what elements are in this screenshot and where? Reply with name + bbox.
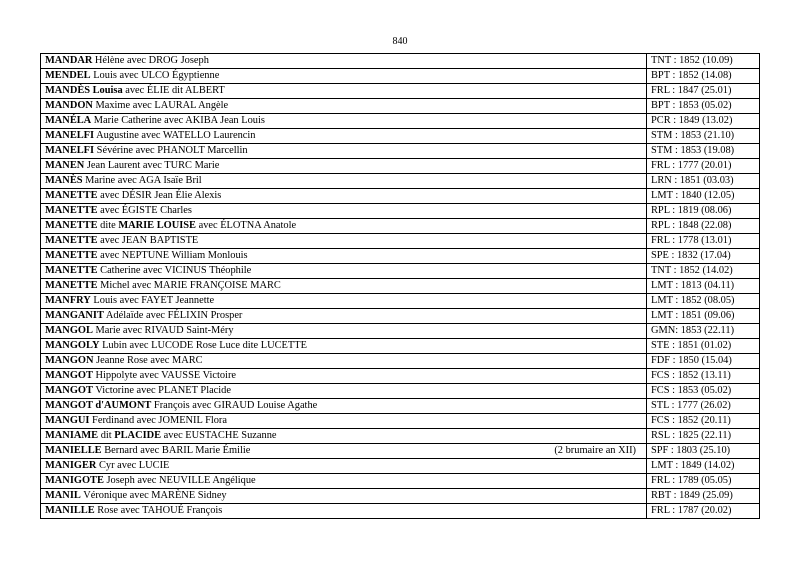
entry-text: Jean Laurent avec TURC Marie [84, 160, 220, 171]
surname: MANGON [45, 355, 94, 366]
entry-names [45, 265, 251, 276]
table-row [41, 204, 760, 219]
surname: MANDAR [45, 55, 93, 66]
entry-cell [41, 249, 647, 264]
surname: MANGUI [45, 415, 90, 426]
entry-text: dit [98, 430, 115, 441]
table-row [41, 129, 760, 144]
reference-cell: STM : 1853 (21.10) [647, 129, 760, 144]
reference-cell: TNT : 1852 (10.09) [647, 54, 760, 69]
table-row [41, 474, 760, 489]
entry-cell [41, 99, 647, 114]
entry-cell [41, 84, 647, 99]
reference-cell: FRL : 1777 (20.01) [647, 159, 760, 174]
reference-cell: BPT : 1852 (14.08) [647, 69, 760, 84]
entry-text: avec ÉLIE dit ALBERT [122, 85, 225, 96]
entry-names [45, 325, 234, 336]
table-row [41, 159, 760, 174]
surname: MANÈS [45, 175, 83, 186]
surname: MANETTE [45, 190, 98, 201]
entry-cell [41, 279, 647, 294]
entry-cell [41, 384, 647, 399]
reference-cell: RPL : 1848 (22.08) [647, 219, 760, 234]
entry-text: Catherine avec VICINUS Théophile [97, 265, 252, 276]
surname: MANGOT [45, 385, 93, 396]
reference-cell: SPE : 1832 (17.04) [647, 249, 760, 264]
table-row [41, 354, 760, 369]
table-row [41, 429, 760, 444]
table-row [41, 279, 760, 294]
entry-names [45, 430, 277, 441]
entry-names [45, 55, 209, 66]
surname: MANETTE [45, 235, 98, 246]
entry-cell [41, 114, 647, 129]
reference-cell: RBT : 1849 (25.09) [647, 489, 760, 504]
reference-cell: FDF : 1850 (15.04) [647, 354, 760, 369]
surname: MARIE LOUISE [118, 220, 196, 231]
table-row [41, 399, 760, 414]
entry-cell [41, 414, 647, 429]
entry-text: Sévérine avec PHANOLT Marcellin [94, 145, 248, 156]
entry-text: Lubin avec LUCODE Rose Luce dite LUCETTE [99, 340, 307, 351]
entry-text: Louis avec FAYET Jeannette [90, 295, 215, 306]
table-row [41, 294, 760, 309]
page-number: 840 [392, 36, 408, 47]
reference-cell: FRL : 1787 (20.02) [647, 504, 760, 519]
table-row [41, 174, 760, 189]
entry-cell [41, 309, 647, 324]
reference-cell: FRL : 1847 (25.01) [647, 84, 760, 99]
entry-cell [41, 399, 647, 414]
surname: MANIL [45, 490, 81, 501]
surname: PLACIDE [114, 430, 162, 441]
surname: MANIGOTE [45, 475, 104, 486]
marriage-register-table [40, 53, 760, 519]
entry-cell [41, 369, 647, 384]
entry-names [45, 475, 256, 486]
entry-text: avec JEAN BAPTISTE [97, 235, 199, 246]
table-row [41, 414, 760, 429]
entry-cell [41, 159, 647, 174]
entry-names [45, 280, 281, 291]
table-row [41, 504, 760, 519]
reference-cell: LMT : 1840 (12.05) [647, 189, 760, 204]
entry-names [45, 340, 307, 351]
entry-cell [41, 129, 647, 144]
table-row [41, 84, 760, 99]
reference-cell: GMN: 1853 (22.11) [647, 324, 760, 339]
reference-cell: STL : 1777 (26.02) [647, 399, 760, 414]
table-row [41, 189, 760, 204]
entry-cell [41, 204, 647, 219]
reference-cell: SPF : 1803 (25.10) [647, 444, 760, 459]
entry-text: dite [97, 220, 119, 231]
surname: MANIGER [45, 460, 97, 471]
entry-text: Marine avec AGA Isaïe Bril [82, 175, 202, 186]
surname: MANDON [45, 100, 93, 111]
reference-cell: FCS : 1852 (13.11) [647, 369, 760, 384]
entry-note: (2 brumaire an XII) [554, 445, 636, 456]
reference-cell: LMT : 1813 (04.11) [647, 279, 760, 294]
entry-names [45, 445, 250, 456]
entry-names [45, 295, 214, 306]
reference-cell: FCS : 1853 (05.02) [647, 384, 760, 399]
surname: MANETTE [45, 220, 98, 231]
entry-text: avec DÉSIR Jean Élie Alexis [97, 190, 222, 201]
table-row [41, 144, 760, 159]
table-row [41, 459, 760, 474]
table-row [41, 114, 760, 129]
entry-text: avec EUSTACHE Suzanne [161, 430, 277, 441]
entry-text: avec ÉLOTNA Anatole [195, 220, 297, 231]
surname: MENDEL [45, 70, 91, 81]
table-row [41, 369, 760, 384]
entry-names [45, 310, 242, 321]
entry-text: Victorine avec PLANET Placide [92, 385, 231, 396]
entry-text: Louis avec ULCO Égyptienne [90, 70, 220, 81]
table-row [41, 489, 760, 504]
entry-names [45, 220, 296, 231]
entry-cell [41, 504, 647, 519]
reference-cell: FCS : 1852 (20.11) [647, 414, 760, 429]
table-row [41, 234, 760, 249]
entry-text: Ferdinand avec JOMENIL Flora [89, 415, 227, 426]
table-row [41, 324, 760, 339]
entry-names [45, 460, 169, 471]
entry-text: Joseph avec NEUVILLE Angélique [103, 475, 256, 486]
entry-cell [41, 264, 647, 279]
table-row [41, 249, 760, 264]
surname: MANIAME [45, 430, 99, 441]
surname: MANETTE [45, 265, 98, 276]
surname: MANGOL [45, 325, 93, 336]
entry-names [45, 415, 227, 426]
entry-names [45, 70, 219, 81]
table-row [41, 309, 760, 324]
entry-names [45, 370, 236, 381]
surname: MANETTE [45, 205, 98, 216]
entry-text: Rose avec TAHOUÉ François [94, 505, 223, 516]
reference-cell: TNT : 1852 (14.02) [647, 264, 760, 279]
entry-names [45, 175, 202, 186]
surname: MANELFI [45, 145, 95, 156]
surname: MANELFI [45, 130, 95, 141]
entry-names [45, 130, 255, 141]
reference-cell: STE : 1851 (01.02) [647, 339, 760, 354]
entry-names [45, 205, 192, 216]
surname: MANGOT [45, 370, 93, 381]
reference-cell: LMT : 1852 (08.05) [647, 294, 760, 309]
reference-cell: RPL : 1819 (08.06) [647, 204, 760, 219]
entry-names [45, 115, 265, 126]
surname: MANETTE [45, 250, 98, 261]
entry-names [45, 400, 317, 411]
reference-cell: RSL : 1825 (22.11) [647, 429, 760, 444]
entry-names [45, 490, 227, 501]
reference-cell: FRL : 1778 (13.01) [647, 234, 760, 249]
entry-text: avec NEPTUNE William Monlouis [97, 250, 248, 261]
surname: MANIELLE [45, 445, 102, 456]
surname: MANÉLA [45, 115, 92, 126]
entry-cell [41, 54, 647, 69]
entry-names [45, 190, 221, 201]
entry-names [45, 145, 248, 156]
table-row [41, 339, 760, 354]
reference-cell: BPT : 1853 (05.02) [647, 99, 760, 114]
entry-cell [41, 489, 647, 504]
entry-cell [41, 69, 647, 84]
entry-cell [41, 219, 647, 234]
entry-text: Hippolyte avec VAUSSE Victoire [92, 370, 237, 381]
entry-names [45, 385, 231, 396]
entry-cell [41, 444, 647, 459]
reference-cell: LMT : 1849 (14.02) [647, 459, 760, 474]
surname: MANETTE [45, 280, 98, 291]
entry-cell [41, 174, 647, 189]
entry-text: Cyr avec LUCIE [96, 460, 170, 471]
reference-cell: LMT : 1851 (09.06) [647, 309, 760, 324]
entry-text: Marie avec RIVAUD Saint-Méry [92, 325, 234, 336]
reference-cell: FRL : 1789 (05.05) [647, 474, 760, 489]
table-row [41, 384, 760, 399]
entry-text: Hélène avec DROG Joseph [92, 55, 209, 66]
surname: MANGOLY [45, 340, 100, 351]
surname: MANGOT d'AUMONT [45, 400, 152, 411]
surname: MANILLE [45, 505, 95, 516]
table-row [41, 54, 760, 69]
entry-cell [41, 144, 647, 159]
table-row [41, 99, 760, 114]
entry-text: Maxime avec LAURAL Angèle [92, 100, 229, 111]
entry-text: Jeanne Rose avec MARC [93, 355, 203, 366]
entry-cell [41, 189, 647, 204]
entry-names [45, 235, 198, 246]
entry-cell [41, 429, 647, 444]
entry-names [45, 100, 228, 111]
entry-names [45, 250, 248, 261]
entry-text: Augustine avec WATELLO Laurencin [94, 130, 256, 141]
table-row [41, 219, 760, 234]
entry-names [45, 505, 222, 516]
entry-text: Michel avec MARIE FRANÇOISE MARC [97, 280, 281, 291]
table-row [41, 69, 760, 84]
entry-text: Véronique avec MARÈNE Sidney [80, 490, 227, 501]
entry-text: Adélaïde avec FÉLIXIN Prosper [103, 310, 243, 321]
entry-cell [41, 459, 647, 474]
entry-text: avec ÉGISTE Charles [97, 205, 192, 216]
entry-cell [41, 339, 647, 354]
table-row [41, 444, 760, 459]
entry-names [45, 355, 203, 366]
entry-cell [41, 474, 647, 489]
entry-cell [41, 324, 647, 339]
surname: MANGANIT [45, 310, 104, 321]
entry-names [45, 85, 225, 96]
entry-cell [41, 234, 647, 249]
entry-cell [41, 294, 647, 309]
entry-text: Marie Catherine avec AKIBA Jean Louis [91, 115, 265, 126]
reference-cell: STM : 1853 (19.08) [647, 144, 760, 159]
reference-cell: LRN : 1851 (03.03) [647, 174, 760, 189]
table-row [41, 264, 760, 279]
surname: MANEN [45, 160, 85, 171]
register-rows [41, 54, 760, 519]
surname: MANDÈS Louisa [45, 85, 123, 96]
entry-text: François avec GIRAUD Louise Agathe [151, 400, 318, 411]
entry-names [45, 160, 219, 171]
entry-text: Bernard avec BARIL Marie Émilie [101, 445, 251, 456]
entry-cell [41, 354, 647, 369]
reference-cell: PCR : 1849 (13.02) [647, 114, 760, 129]
surname: MANFRY [45, 295, 91, 306]
